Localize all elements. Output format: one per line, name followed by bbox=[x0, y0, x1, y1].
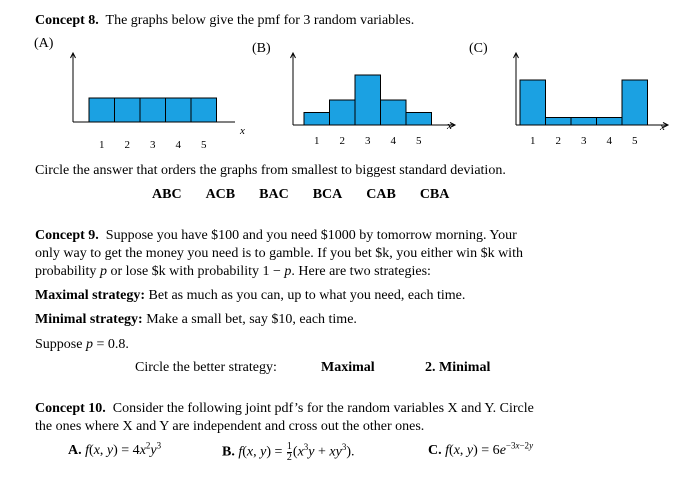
option-b-label: B. bbox=[222, 444, 235, 460]
option-maximal[interactable]: Maximal bbox=[321, 360, 375, 375]
circle-text: Circle the better strategy: bbox=[135, 360, 277, 375]
tick-label: 2 bbox=[555, 135, 561, 147]
pmf-bar bbox=[140, 98, 166, 122]
pmf-bar bbox=[330, 100, 356, 125]
x-axis-var: x bbox=[447, 120, 452, 132]
concept8-text: The graphs below give the pmf for 3 random variables. bbox=[105, 13, 415, 28]
tick-label: 3 bbox=[150, 139, 156, 151]
pmf-graph-c bbox=[500, 45, 680, 155]
concept9-line3-a: probability bbox=[35, 264, 100, 279]
option-a[interactable]: A. f(x, $y) = 4x^2y^3$ bbox=[68, 440, 162, 458]
pmf-bar bbox=[406, 113, 432, 126]
option-bac[interactable]: BAC bbox=[259, 187, 289, 202]
concept9-line3 bbox=[35, 263, 431, 281]
minimal-text: Make a small bet, say $10, each time. bbox=[146, 312, 357, 327]
graph-a-label: (A) bbox=[34, 36, 54, 51]
tick-label: 1 bbox=[314, 135, 320, 147]
minimal-strategy bbox=[35, 311, 357, 329]
suppose-text: Suppose bbox=[35, 337, 86, 352]
concept8-label: Concept 8. bbox=[35, 13, 99, 28]
pmf-bar bbox=[622, 80, 648, 125]
pmf-bar bbox=[115, 98, 141, 122]
pmf-graph-b bbox=[280, 45, 460, 155]
pmf-bar bbox=[571, 118, 597, 126]
graph-c-label: (C) bbox=[469, 41, 488, 56]
tick-label: 4 bbox=[390, 135, 396, 147]
option-acb[interactable]: ACB bbox=[205, 187, 236, 202]
concept8-heading bbox=[35, 12, 414, 30]
tick-label: 1 bbox=[99, 139, 105, 151]
suppose-val: = 0.8. bbox=[92, 337, 129, 352]
option-cab[interactable]: CAB bbox=[366, 187, 396, 202]
maximal-label: Maximal strategy: bbox=[35, 288, 146, 303]
concept9-line3-c: . Here are two strategies: bbox=[291, 264, 431, 279]
tick-label: 2 bbox=[124, 139, 130, 151]
var-p-2: p bbox=[284, 264, 292, 279]
concept10-label: Concept 10. bbox=[35, 401, 106, 416]
tick-label: 2 bbox=[339, 135, 345, 147]
option-abc[interactable]: ABC bbox=[152, 187, 182, 202]
var-p: p bbox=[99, 264, 107, 279]
concept9-text-1: Suppose you have $100 and you need $1000 by tomorrow morning. Your bbox=[105, 228, 517, 243]
pmf-bar bbox=[304, 113, 330, 126]
tick-label: 5 bbox=[201, 139, 207, 151]
minimal-label: Minimal strategy: bbox=[35, 312, 143, 327]
tick-label: 4 bbox=[606, 135, 612, 147]
concept10-line1 bbox=[35, 400, 534, 418]
concept8-options bbox=[152, 186, 473, 204]
x-axis-var: x bbox=[240, 125, 245, 137]
tick-label: 1 bbox=[530, 135, 536, 147]
option-b[interactable]: B. f(x, y) = $\frac{1}{2}$ $(x^3y + xy^3)$. bbox=[222, 441, 355, 463]
pmf-bar bbox=[381, 100, 407, 125]
concept9-line1 bbox=[35, 227, 517, 245]
pmf-bar bbox=[166, 98, 192, 122]
suppose-p bbox=[35, 336, 129, 354]
pmf-bar bbox=[520, 80, 546, 125]
option-cba[interactable]: CBA bbox=[419, 187, 450, 202]
concept8-question: Circle the answer that orders the graphs from smallest to biggest standard deviation. bbox=[35, 163, 506, 178]
maximal-strategy bbox=[35, 287, 465, 305]
concept10-text-1: Consider the following joint pdf’s for the random variables X and Y. Circle bbox=[112, 401, 534, 416]
concept9-line3-b: or lose $k with probability 1 − bbox=[106, 264, 285, 279]
maximal-text: Bet as much as you can, up to what you need, each time. bbox=[148, 288, 466, 303]
pmf-bar bbox=[355, 75, 381, 125]
pmf-bar bbox=[546, 118, 572, 126]
pmf-bar bbox=[89, 98, 115, 122]
concept9-line2: only way to get the money you need is to gamble. If you bet $k, you either win $k with bbox=[35, 246, 523, 261]
tick-label: 3 bbox=[581, 135, 587, 147]
tick-label: 4 bbox=[175, 139, 181, 151]
tick-label: 5 bbox=[416, 135, 422, 147]
option-c[interactable]: C. f(x, $y) = 6e^{-3x-2y}$ bbox=[428, 440, 534, 458]
concept10-line2: the ones where X and Y are independent and cross out the other ones. bbox=[35, 419, 425, 434]
tick-label: 5 bbox=[632, 135, 638, 147]
concept9-label: Concept 9. bbox=[35, 228, 99, 243]
tick-label: 3 bbox=[365, 135, 371, 147]
pmf-bar bbox=[597, 118, 623, 126]
graph-b-label: (B) bbox=[252, 41, 271, 56]
circle-strategy bbox=[135, 359, 277, 377]
option-a-label: A. bbox=[68, 443, 82, 458]
option-bca[interactable]: BCA bbox=[312, 187, 343, 202]
pmf-graph-a bbox=[60, 45, 260, 155]
option-minimal[interactable]: 2. Minimal bbox=[425, 360, 491, 375]
x-axis-var: x bbox=[660, 121, 665, 133]
pmf-bar bbox=[191, 98, 217, 122]
option-c-label: C. bbox=[428, 443, 442, 458]
var-p-3: p bbox=[85, 337, 93, 352]
